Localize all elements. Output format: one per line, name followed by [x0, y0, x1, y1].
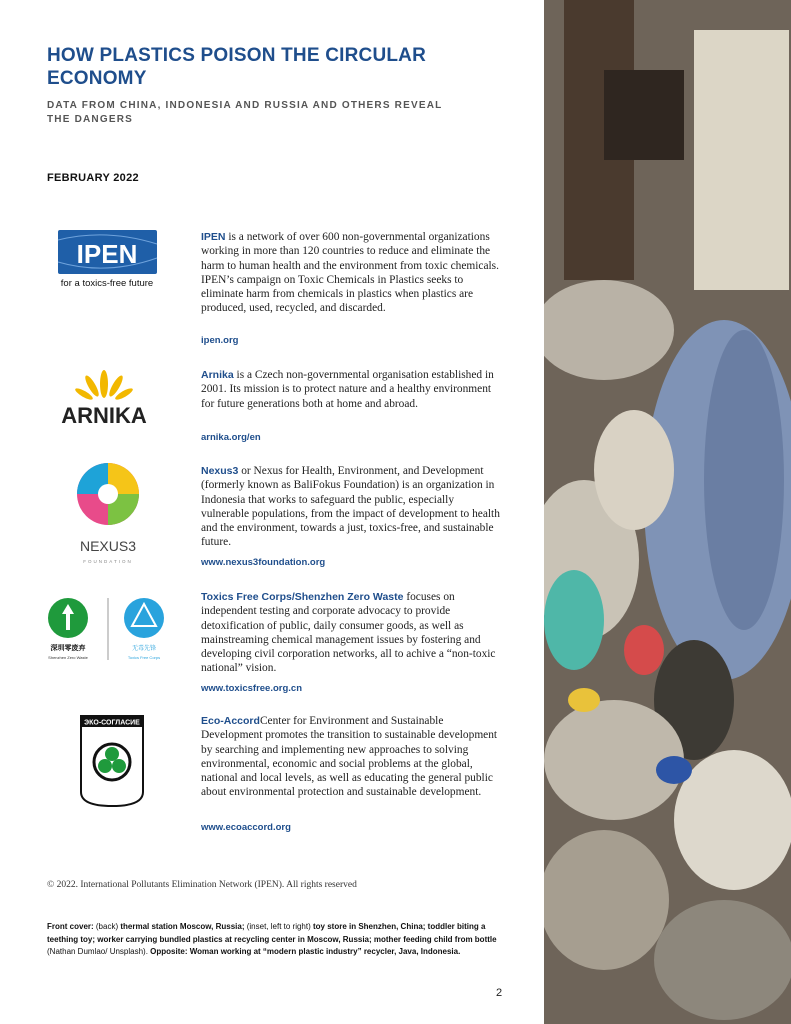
toxicsfree-cn-label: 无毒先锋: [131, 645, 157, 652]
nexus3-circle-icon: [66, 462, 150, 567]
back-place: thermal station Moscow, Russia;: [120, 922, 245, 931]
ecoaccord-shield-icon: [79, 714, 145, 810]
recycling-worker-photo: [544, 0, 791, 1024]
photo-illustration: [544, 0, 791, 1024]
ipen-logo-tagline: for a toxics-free future: [60, 278, 154, 289]
nexus3-link[interactable]: www.nexus3foundation.org: [201, 557, 326, 568]
inset-label: (inset, left to right): [244, 922, 313, 931]
ipen-name: IPEN: [201, 231, 226, 243]
ipen-description: [201, 230, 501, 316]
ipen-logo-graphic: [56, 230, 160, 290]
arnika-logo-text: ARNIKA: [61, 403, 147, 428]
copyright-notice: © 2022. International Pollutants Elimination Network (IPEN). All rights reserved: [47, 880, 357, 890]
toxicsfree-logo: [44, 596, 174, 664]
arnika-link[interactable]: arnika.org/en: [201, 432, 261, 443]
nexus3-logo-tagline: FOUNDATION: [83, 559, 133, 564]
opposite-label: Opposite:: [150, 947, 188, 956]
toxicsfree-en-label: Toxics Free Corps: [127, 655, 161, 660]
ecoaccord-description: [201, 714, 501, 800]
nexus3-logo: [66, 462, 150, 567]
shenzhen-cn-label: 深圳零废弃: [50, 644, 86, 652]
ipen-link[interactable]: ipen.org: [201, 335, 239, 346]
cover-credits: [47, 921, 517, 959]
page-title: HOW PLASTICS POISON THE CIRCULAR ECONOMY: [47, 45, 427, 89]
toxicsfree-name: Toxics Free Corps/Shenzhen Zero Waste: [201, 591, 404, 603]
arnika-name: Arnika: [201, 369, 234, 381]
front-cover-label: Front cover:: [47, 922, 94, 931]
opposite-text: Woman working at “modern plastic industry” recycler, Java, Indonesia.: [187, 947, 461, 956]
shenzhen-en-label: Shenzhen Zero Waste: [48, 655, 88, 660]
ecoaccord-description-text: Center for Environment and Sustainable Development promotes the transition to sustainable development by searching and implementing new approaches to solving environmental, economic and social problems at the global, national and local levels, as well as educating the general public about environmental protection and sustainable development.: [201, 715, 498, 799]
ecoaccord-link[interactable]: www.ecoaccord.org: [201, 822, 291, 833]
toxicsfree-link[interactable]: www.toxicsfree.org.cn: [201, 683, 303, 694]
arnika-logo: [56, 366, 152, 428]
publication-date: FEBRUARY 2022: [47, 172, 139, 184]
toxicsfree-description-text: focuses on independent testing and corporate advocacy to provide detoxification of public, daily consumer goods, as well as mainstreaming chemical management issues by fostering and developing civil corporation networks, all to achive a “non-toxic national” vision.: [201, 591, 496, 675]
ecoaccord-logo: [79, 714, 145, 810]
page-number: 2: [496, 987, 503, 999]
page-subtitle: DATA FROM CHINA, INDONESIA AND RUSSIA AND OTHERS REVEAL THE DANGERS: [47, 100, 443, 125]
ipen-logo-text: IPEN: [76, 239, 138, 269]
nexus3-description: [201, 464, 501, 550]
inset-text: toy store in Shenzhen, China; toddler biting a teething toy; worker carrying bundled plastics at recycling center in Moscow, Russia; mother feeding child from bottle: [47, 922, 497, 944]
ipen-description-text: is a network of over 600 non-governmental organizations working in more than 120 countries to reduce and eliminate the harm to human health and the environment from toxic chemicals. IPEN’s campaign on Toxic Chemicals in Plastics seeks to eliminate harm from chemicals in plastics when plastics are produced, used, recycled, and discarded.: [201, 231, 499, 315]
photo-credit: (Nathan Dumlao/ Unsplash).: [47, 947, 151, 956]
toxicsfree-description: [201, 590, 501, 676]
arnika-flower-icon: [56, 366, 152, 428]
ipen-logo: [56, 230, 160, 290]
ecoaccord-name: Eco-Accord: [201, 715, 260, 727]
toxicsfree-logo-graphic: [44, 596, 174, 664]
nexus3-description-text: or Nexus for Health, Environment, and Development (formerly known as BaliFokus Foundation) is an organization in Indonesia that works to safeguard the public, especially vulnerable populations, from the impact of development to health and the environment, towards a just, toxics-free, and sustainable future.: [201, 465, 500, 549]
arnika-description-text: is a Czech non-governmental organisation established in 2001. Its mission is to protect nature and a healthy environment for future generations both at home and abroad.: [201, 369, 494, 410]
back-label: (back): [93, 922, 121, 931]
nexus3-logo-text: NEXUS3: [79, 538, 137, 554]
ecoaccord-logo-text: ЭКО-СОГЛАСИЕ: [84, 719, 140, 727]
arnika-description: [201, 368, 501, 411]
nexus3-name: Nexus3: [201, 465, 239, 477]
